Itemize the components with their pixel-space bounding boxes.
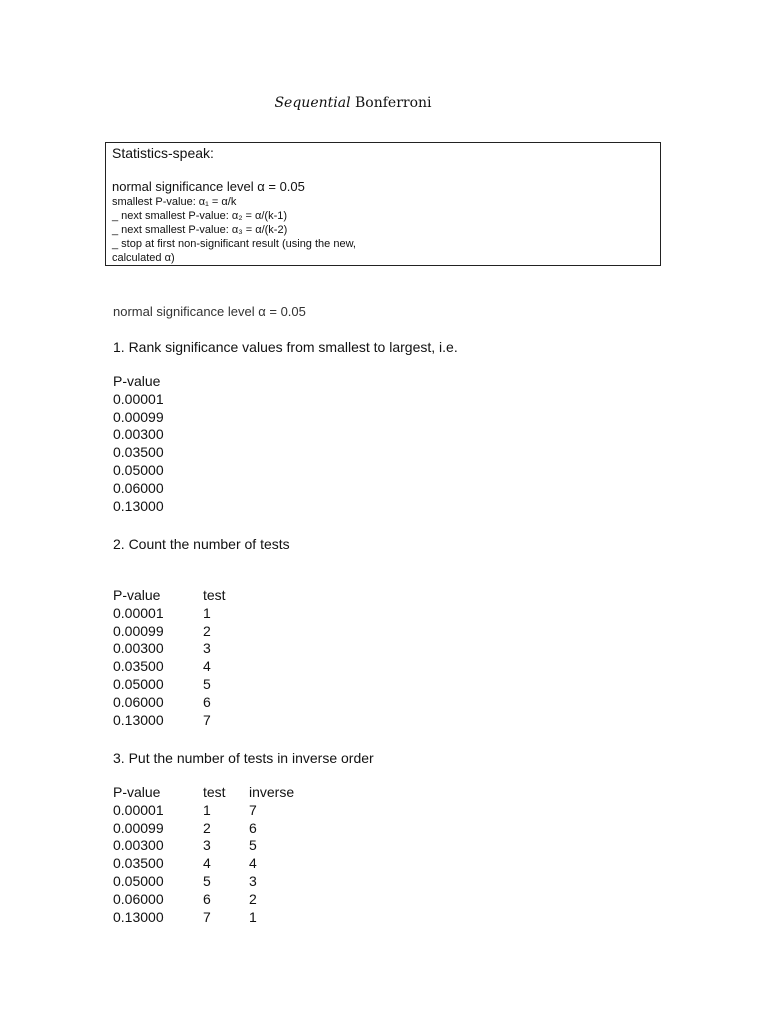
table-row	[113, 409, 203, 427]
p-value-cell: 0.03500	[113, 444, 164, 461]
table-row	[113, 891, 309, 909]
test-cell: 2	[203, 819, 211, 836]
p-value-cell: 0.13000	[113, 711, 164, 728]
table-row	[113, 676, 249, 694]
inverse-cell: 3	[249, 872, 257, 889]
table-row	[113, 444, 203, 462]
inverse-cell: 1	[249, 908, 257, 925]
table-row	[113, 391, 203, 409]
column-header: test	[203, 587, 226, 603]
inverse-cell: 2	[249, 890, 257, 907]
table-row	[113, 802, 309, 820]
table-row	[113, 623, 249, 641]
test-cell: 2	[203, 622, 211, 639]
test-cell: 5	[203, 675, 211, 692]
column-header: P-value	[113, 373, 161, 389]
step2-table	[113, 587, 249, 729]
test-cell: 4	[203, 658, 211, 675]
step3-text: 3. Put the number of tests in inverse order	[113, 750, 374, 766]
table-row	[113, 605, 249, 623]
p-value-cell: 0.13000	[113, 908, 164, 925]
p-value-cell: 0.00300	[113, 837, 164, 854]
box-line: smallest P-value: α₁ = α/k	[112, 196, 237, 208]
p-value-cell: 0.03500	[113, 658, 164, 675]
inverse-cell: 7	[249, 801, 257, 818]
p-value-cell: 0.03500	[113, 855, 164, 872]
title-plain: Bonferroni	[350, 95, 432, 111]
p-value-cell: 0.06000	[113, 890, 164, 907]
page-title	[0, 93, 706, 113]
box-line: _ stop at first non-significant result (using the new,	[112, 238, 356, 250]
p-value-cell: 0.00099	[113, 819, 164, 836]
column-header: inverse	[249, 784, 295, 800]
column-header: test	[203, 784, 226, 800]
box-line: _ next smallest P-value: α₂ = α/(k-1)	[112, 210, 288, 222]
table-row	[113, 480, 203, 498]
table-header	[113, 587, 249, 605]
table-row	[113, 498, 203, 516]
step1-table	[113, 373, 203, 515]
table-header	[113, 373, 203, 391]
table-row	[113, 820, 309, 838]
p-value-cell: 0.00001	[113, 604, 164, 621]
p-value-cell: 0.05000	[113, 675, 164, 692]
p-value-cell: 0.00300	[113, 426, 164, 443]
table-row	[113, 658, 249, 676]
table-row	[113, 837, 309, 855]
table-row	[113, 855, 309, 873]
table-row	[113, 712, 249, 730]
table-header	[113, 784, 309, 802]
table-row	[113, 873, 309, 891]
column-header: P-value	[113, 587, 161, 603]
table-row	[113, 909, 309, 927]
p-value-cell: 0.00300	[113, 640, 164, 657]
statistics-speak-box	[105, 142, 661, 266]
p-value-cell: 0.00001	[113, 801, 164, 818]
test-cell: 5	[203, 872, 211, 889]
table-row	[113, 426, 203, 444]
p-value-cell: 0.13000	[113, 497, 164, 514]
significance-level-text: normal significance level α = 0.05	[113, 304, 306, 319]
test-cell: 6	[203, 890, 211, 907]
step1-text: 1. Rank significance values from smallest to largest, i.e.	[113, 339, 458, 355]
test-cell: 7	[203, 711, 211, 728]
p-value-cell: 0.00099	[113, 408, 164, 425]
box-line: _ next smallest P-value: α₃ = α/(k-2)	[112, 224, 288, 236]
test-cell: 3	[203, 837, 211, 854]
table-row	[113, 640, 249, 658]
p-value-cell: 0.06000	[113, 693, 164, 710]
test-cell: 6	[203, 693, 211, 710]
p-value-cell: 0.05000	[113, 461, 164, 478]
inverse-cell: 6	[249, 819, 257, 836]
test-cell: 3	[203, 640, 211, 657]
box-normal-level: normal significance level α = 0.05	[112, 179, 305, 194]
box-line: calculated α)	[112, 252, 175, 264]
step3-table	[113, 784, 309, 926]
box-heading: Statistics-speak:	[112, 145, 214, 161]
p-value-cell: 0.05000	[113, 872, 164, 889]
title-italic: Sequential	[274, 95, 351, 111]
table-row	[113, 694, 249, 712]
inverse-cell: 4	[249, 855, 257, 872]
inverse-cell: 5	[249, 837, 257, 854]
p-value-cell: 0.00099	[113, 622, 164, 639]
test-cell: 4	[203, 855, 211, 872]
test-cell: 7	[203, 908, 211, 925]
test-cell: 1	[203, 604, 211, 621]
p-value-cell: 0.00001	[113, 390, 164, 407]
p-value-cell: 0.06000	[113, 479, 164, 496]
step2-text: 2. Count the number of tests	[113, 536, 290, 552]
column-header: P-value	[113, 784, 161, 800]
test-cell: 1	[203, 801, 211, 818]
table-row	[113, 462, 203, 480]
